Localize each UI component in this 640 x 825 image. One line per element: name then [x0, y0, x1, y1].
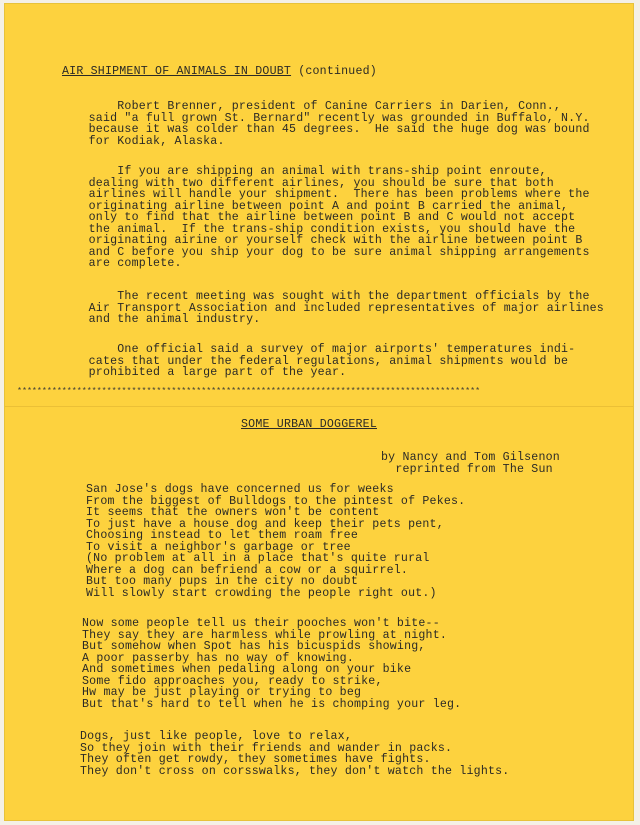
- poem-stanza-2: Now some people tell us their pooches won't bite-- They say they are harmless while prowling at night. But somehow when Spot has his bicuspids showing, A poor passerby has no way of knowing. And sometimes when pedaling along on your bike Some fido approaches you, ready to strike, Hw may be just playing or trying to beg But that's hard to tell when he is chomping your leg.: [82, 617, 462, 711]
- poem-stanza-3: Dogs, just like people, love to relax, So they join with their friends and wander in packs. They often get rowdy, they sometimes have fights. They don't cross on corsswalks, they don't watch the lights.: [80, 730, 510, 778]
- article2-title: SOME URBAN DOGGEREL: [241, 418, 377, 431]
- paper-fold-line: [5, 406, 633, 407]
- article1-paragraph-2: If you are shipping an animal with trans-ship point enroute, dealing with two different airlines, you should be sure that both airlines will handle your shipment. There has been problems where the originating airline between point A and point B carried the animal, only to find that the airline between point B and C would not accept the animal. If the trans-ship condition exists, you should have the originating airine or yourself check with the airline between point B and C before you ship your dog to be sure animal shipping arrangements are complete.: [88, 165, 590, 270]
- article1-paragraph-4: One official said a survey of major airports' temperatures indi- cates that under the federal regulations, animal shipments would be prohibited a large part of the year.: [88, 343, 576, 379]
- poem-stanza-1: San Jose's dogs have concerned us for weeks From the biggest of Bulldogs to the pintest of Pekes. It seems that the owners won't be content To just have a house dog and keep their pets pent, Choosing instead to let them roam free To visit a neighbor's garbage or tree (No problem at all in a place that's quite rural Where a dog can befriend a cow or a squirrel. But too many pups in the city no doubt Will slowly start crowding the people right out.): [86, 483, 466, 600]
- article1-title: AIR SHIPMENT OF ANIMALS IN DOUBT: [62, 65, 292, 78]
- article2-byline: by Nancy and Tom Gilsenon reprinted from The Sun: [381, 451, 560, 476]
- article1-heading: [62, 66, 377, 78]
- article1-paragraph-1: Robert Brenner, president of Canine Carriers in Darien, Conn., said "a full grown St. Bernard" recently was grounded in Buffalo, N.Y. because it was colder than 45 degrees. He said the huge dog was bound for Kodiak, Alaska.: [88, 100, 590, 148]
- asterisk-separator: *********************************************************************************************: [17, 387, 481, 396]
- article1-title-suffix: (continued): [291, 65, 377, 78]
- article1-paragraph-3: The recent meeting was sought with the department officials by the Air Transport Association and included representatives of major airlines and the animal industry.: [88, 290, 604, 326]
